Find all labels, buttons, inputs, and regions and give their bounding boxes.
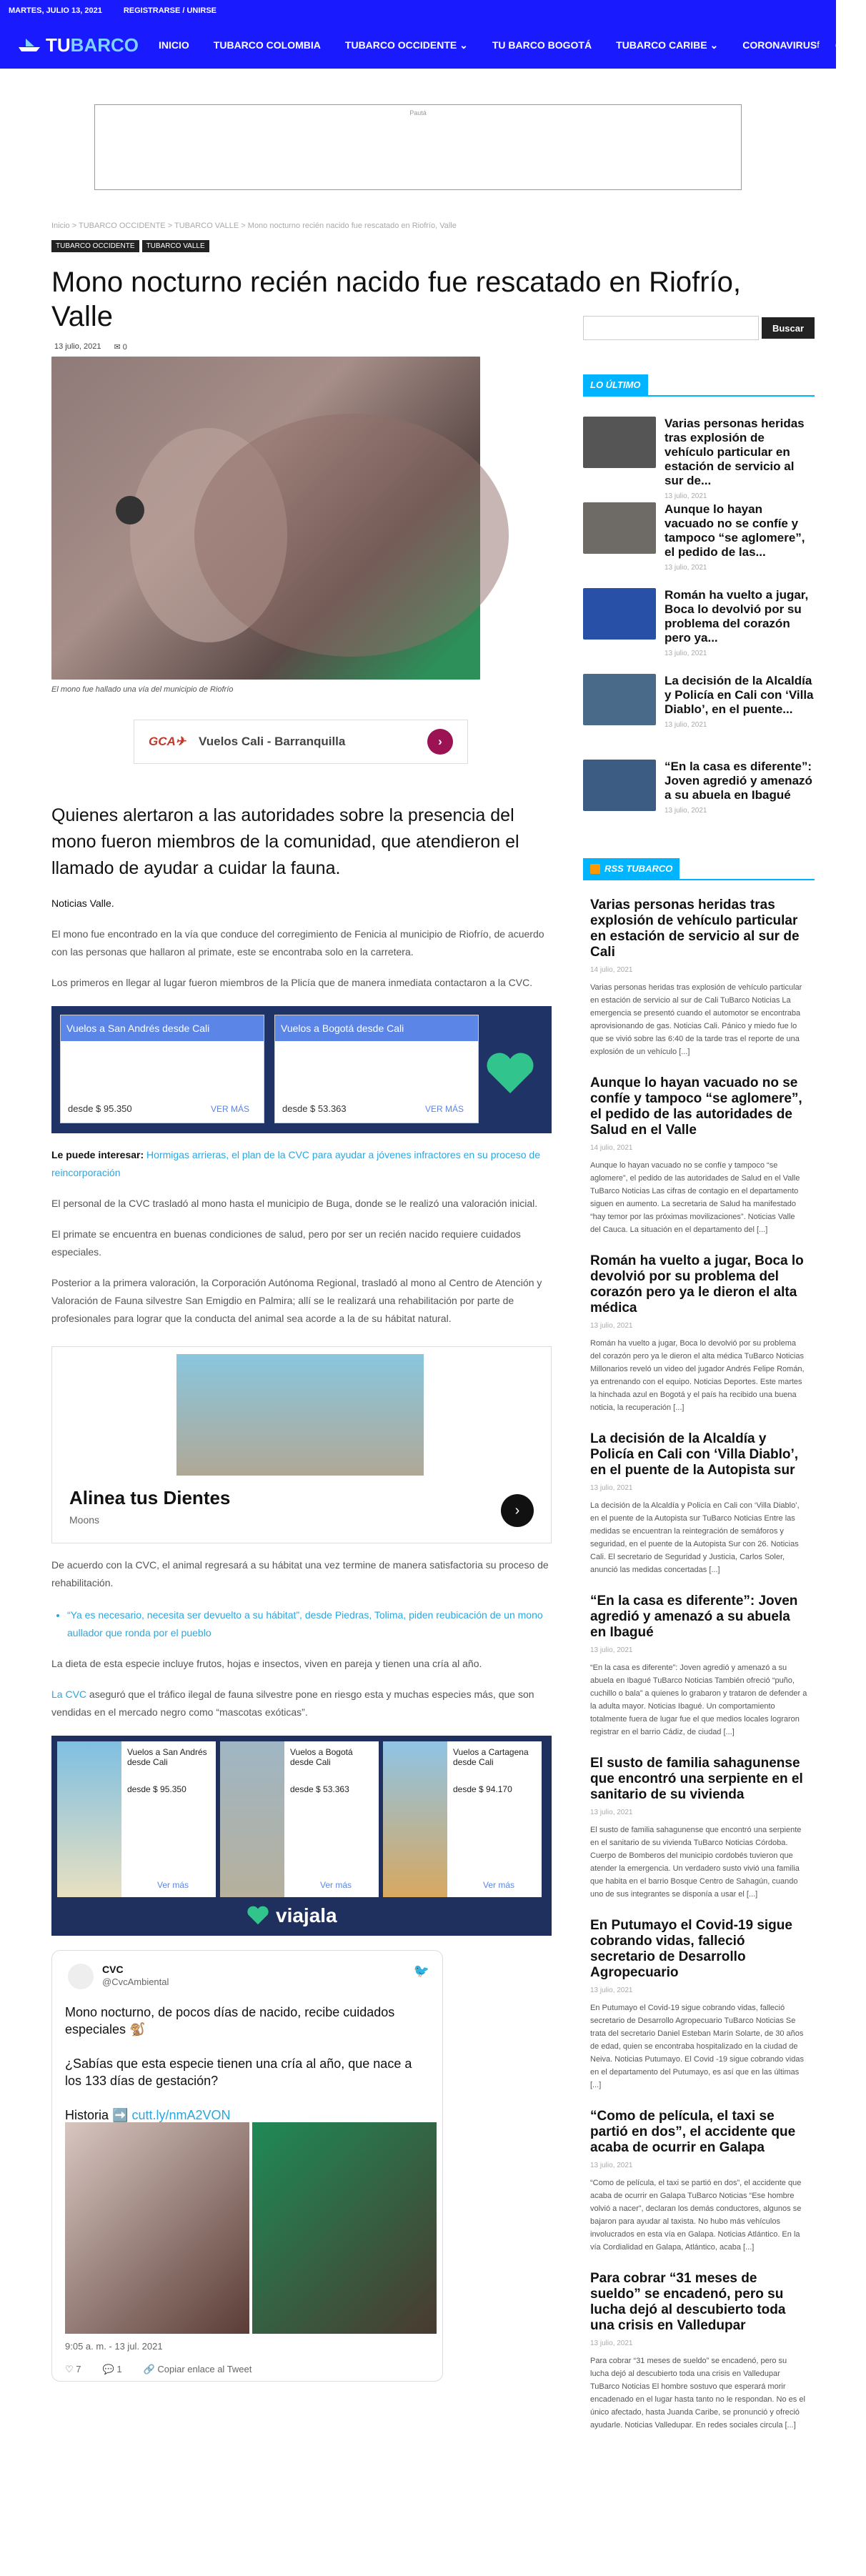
arrow-right-icon[interactable]: ›	[501, 1494, 534, 1527]
article-paragraph	[51, 1686, 552, 1721]
ad-card-title: Vuelos a San Andrés desde Cali	[127, 1747, 207, 1767]
article-lead: Quienes alertaron a las autoridades sobre la presencia del mono fueron miembros de la comunidad, que atendieron el llamado de ayudar a cuidar la fauna.	[51, 805, 519, 878]
article-paragraph: El personal de la CVC trasladó al mono hasta el municipio de Buga, donde se le realizó una valoración inicial.	[51, 1198, 538, 1209]
ad-label: Pautá	[409, 109, 427, 116]
category-tag[interactable]: TUBARCO VALLE	[142, 240, 209, 252]
article-title: Mono nocturno recién nacido fue rescatado en Riofrío, Valle	[51, 267, 742, 332]
reply-count: 1	[116, 2364, 122, 2374]
rss-date: 14 julio, 2021	[590, 1144, 633, 1152]
ad-card-title: Vuelos a Bogotá desde Cali	[290, 1747, 353, 1767]
chevron-right-icon[interactable]: ›	[427, 729, 453, 755]
ad-card-image	[220, 1741, 284, 1897]
tweet-line: ¿Sabías que esta especie tienen una cría al año, que nace a los 133 días de gestación?	[65, 2057, 412, 2088]
ad-card-price: desde $ 95.350	[68, 1103, 132, 1114]
flights-ad-block[interactable]	[51, 1006, 552, 1133]
ad-card[interactable]	[60, 1015, 264, 1123]
top-bar	[0, 0, 836, 21]
article-body	[51, 357, 552, 2382]
ad-advertiser: Moons	[69, 1514, 100, 1526]
ad-headline: Alinea tus Dientes	[69, 1487, 231, 1508]
rss-excerpt: Varias personas heridas tras explosión de vehículo particular en estación de servicio al sur de Cali TuBarco Noticias La emergencia se presentó cuando el automotor se encontraba aprovisionando de gas. Noticias Cali. Pánico y miedo fue lo que se vivió sobre las 6:40 de la tarde tras el reporte de una explosión de un vehículo [...]	[590, 983, 802, 1056]
rss-excerpt: Román ha vuelto a jugar, Boca lo devolvió por su problema del corazón pero ya le dieron el alta médica TuBarco Noticias Millonarios reveló un video del jugador Andrés Felipe Román, ya entrenando con el equipo. Noticias Deportes. Este martes la hinchada azul en Bogotá y el país ha recibido una buena noticia, la recuperación [...]	[590, 1339, 805, 1412]
latest-title[interactable]: La decisión de la Alcaldía y Policía en Cali con ‘Villa Diablo’, en el puente...	[665, 674, 814, 716]
latest-list	[583, 417, 815, 831]
rss-title[interactable]: Román ha vuelto a jugar, Boca lo devolvió por su problema del corazón pero ya le dieron el alta médica	[590, 1253, 804, 1316]
twitter-bird-icon[interactable]: 🐦	[413, 1964, 429, 1978]
rss-excerpt: “Como de película, el taxi se partió en dos”, el accidente que acaba de ocurrir en Galapa TuBarco Noticias “Ese hombre volvió a nacer”, declaran los demás conductores, algunos se bajaron para ayudar al taxista. No hubo más vehículos involucrados en esta vía en Galapa. Noticias Atlántico. En la vía Cordialidad en Galapa, Atlántico, acaba [...]	[590, 2179, 802, 2252]
rss-excerpt: En Putumayo el Covid-19 sigue cobrando vidas, falleció secretario de Desarrollo Agropecuario TuBarco Noticias Se trata del secretario Daniel Esteban Marín Solarte, de 30 años de edad, quien se encontraba hospitalizado en la ciudad de Neiva. Noticias Putumayo. El Covid -19 sigue cobrando vidas en el departamento del Putumayo, es así que en las últimas [...]	[590, 2004, 804, 2089]
latest-thumb	[583, 588, 656, 640]
latest-title[interactable]: Varias personas heridas tras explosión de vehículo particular en estación de servicio al sur de...	[665, 417, 805, 487]
copy-link-button[interactable]	[144, 2364, 252, 2375]
ad-title: Vuelos Cali - Barranquilla	[199, 735, 346, 748]
reply-button[interactable]	[103, 2364, 122, 2375]
latest-title[interactable]: “En la casa es diferente”: Joven agredió y amenazó a su abuela en Ibagué	[665, 760, 812, 802]
ad-card-title: Vuelos a Cartagena desde Cali	[453, 1747, 529, 1767]
instagram-icon[interactable]: ◎	[835, 39, 844, 50]
latest-thumb	[583, 760, 656, 811]
cvc-link[interactable]: La CVC	[51, 1689, 87, 1700]
rss-title[interactable]: Varias personas heridas tras explosión de vehículo particular en estación de servicio al sur de Cali	[590, 897, 800, 960]
rss-item	[583, 1593, 815, 1739]
rss-item	[583, 1918, 815, 2092]
heart-icon: ♡	[65, 2364, 76, 2374]
article-paragraph: De acuerdo con la CVC, el animal regresará a su hábitat una vez termine de manera satisfactoria su proceso de rehabilitación.	[51, 1559, 549, 1588]
main-nav	[0, 21, 866, 69]
like-button[interactable]	[65, 2364, 81, 2375]
latest-date: 13 julio, 2021	[665, 721, 707, 729]
latest-item[interactable]	[583, 588, 815, 660]
rss-header	[583, 858, 815, 880]
rss-title[interactable]: En Putumayo el Covid-19 sigue cobrando vidas, falleció secretario de Desarrollo Agropecuario	[590, 1918, 792, 1980]
latest-thumb	[583, 417, 656, 468]
rss-excerpt: Para cobrar “31 meses de sueldo” se encadenó, pero su lucha dejó al descubierto toda una crisis en Valledupar TuBarco Noticias El hombre sostuvo que esperará morir encadenado en el lugar hasta tanto no le respondan. No es el único afectado, hasta Juanda Caribe, se pronunció y ofreció ayudarle. Noticias Valledupar. En redes sociales circula [...]	[590, 2357, 805, 2430]
ad-card-more[interactable]: VER MÁS	[210, 1104, 249, 1114]
category-tag[interactable]: TUBARCO OCCIDENTE	[51, 240, 139, 252]
tweet-author[interactable]: CVC	[102, 1964, 124, 1975]
monkey-illustration	[51, 357, 480, 680]
article-paragraph: El primate se encuentra en buenas condiciones de salud, pero por ser un recién nacido requiere cuidados especiales.	[51, 1228, 521, 1258]
related-link-paragraph	[51, 1146, 552, 1182]
rss-date: 13 julio, 2021	[590, 1484, 633, 1492]
rss-label-box	[583, 858, 680, 879]
heart-logo-icon	[246, 1906, 270, 1926]
rss-title[interactable]: Para cobrar “31 meses de sueldo” se encadenó, pero su lucha dejó al descubierto toda una crisis en Valledupar	[590, 2271, 786, 2333]
heart-logo-icon	[484, 1052, 536, 1096]
tweet-photo	[252, 2122, 437, 2334]
latest-thumb	[583, 502, 656, 554]
interest-label: Le puede interesar:	[51, 1149, 144, 1160]
viajala-ad[interactable]	[51, 1736, 552, 1936]
latest-thumb	[583, 674, 656, 725]
rss-item	[583, 1075, 815, 1236]
nav-item-colombia[interactable]: TUBARCO COLOMBIA	[213, 39, 321, 51]
viajala-brand: viajala	[276, 1904, 337, 1926]
ad-card-image	[57, 1741, 121, 1897]
tweet-line: Mono nocturno, de pocos días de nacido, recibe cuidados especiales 🐒	[65, 2005, 395, 2037]
latest-label: LO ÚLTIMO	[583, 374, 648, 395]
latest-item[interactable]	[583, 760, 815, 831]
tweet-handle[interactable]: @CvcAmbiental	[102, 1976, 169, 1987]
tweet-story-label: Historia ➡️	[65, 2108, 132, 2122]
latest-item[interactable]	[583, 417, 815, 500]
link-icon: 🔗	[143, 2364, 158, 2374]
ad-brand-icon: GCA✈	[149, 735, 186, 748]
current-date: MARTES, JULIO 13, 2021	[9, 6, 102, 15]
rss-item	[583, 2109, 815, 2254]
breadcrumb[interactable]: Inicio > TUBARCO OCCIDENTE > TUBARCO VALLE > Mono nocturno recién nacido fue rescatado en Riofrío, Valle	[51, 222, 457, 230]
ad-card-price: desde $ 53.363	[290, 1784, 349, 1794]
related-article-link[interactable]: Hormigas arrieras, el plan de la CVC para ayudar a jóvenes infractores en su proceso de reincorporación	[51, 1149, 540, 1178]
rss-item	[583, 1756, 815, 1901]
tweet-time[interactable]: 9:05 a. m. - 13 jul. 2021	[65, 2341, 163, 2352]
ship-logo-icon	[17, 37, 41, 53]
comment-icon: ✉	[114, 343, 123, 352]
rss-title[interactable]: Aunque lo hayan vacuado no se confíe y tampoco “se aglomere”, el pedido de las autoridades de Salud en el Valle	[590, 1075, 802, 1138]
avatar[interactable]	[68, 1964, 94, 1989]
ad-card[interactable]	[383, 1741, 542, 1897]
ad-card-price: desde $ 95.350	[127, 1784, 186, 1794]
article-date: 13 julio, 2021	[54, 342, 101, 351]
login-link[interactable]: REGISTRARSE / UNIRSE	[123, 6, 217, 15]
paragraph-text: aseguró que el tráfico ilegal de fauna silvestre pone en riesgo esta y muchas especies más, que son vendidas en el mercado negro como “mascotas exóticas”.	[51, 1689, 534, 1718]
top-ad-banner[interactable]	[94, 104, 742, 190]
rss-excerpt: “En la casa es diferente”: Joven agredió y amenazó a su abuela en Ibagué TuBarco Noticias También ofreció “puño, cuchillo o bala” a quienes lo grabaron y trataron de defender a la adulta mayor. Noticias Ibagué. Un comportamiento totalmente fuera de lugar fue el que medios locales lograron registrar en el barrio Cádiz, de ciudad [...]	[590, 1664, 807, 1736]
embedded-tweet[interactable]	[51, 1950, 443, 2382]
rss-title[interactable]: “Como de película, el taxi se partió en dos”, el accidente que acaba de ocurrir en Galapa	[590, 2109, 796, 2155]
ad-card[interactable]	[220, 1741, 379, 1897]
ad-card-title: Vuelos a San Andrés desde Cali	[61, 1015, 264, 1041]
rss-item	[583, 897, 815, 1058]
tweet-link[interactable]: cutt.ly/nmA2VON	[131, 2108, 231, 2122]
latest-item[interactable]	[583, 502, 815, 574]
rss-title[interactable]: “En la casa es diferente”: Joven agredió y amenazó a su abuela en Ibagué	[590, 1593, 798, 1640]
rss-date: 13 julio, 2021	[590, 1986, 633, 1994]
site-logo[interactable]	[17, 34, 139, 56]
rss-section	[583, 858, 815, 2432]
rss-title[interactable]: La decisión de la Alcaldía y Policía en Cali con ‘Villa Diablo’, en el puente de la Autopista sur	[590, 1431, 799, 1478]
rss-item	[583, 1431, 815, 1576]
ad-image	[176, 1354, 424, 1476]
rss-excerpt: La decisión de la Alcaldía y Policía en Cali con ‘Villa Diablo’, en el puente de la Autopista sur TuBarco Noticias Entre las medidas se encuentran la reintegración de semáforos y seguridad, en el puente de la Autopista Sur con 26. Noticias Cali. El secretario de Seguridad y Justicia, Carlos Soler, anunció las medidas concertadas [...]	[590, 1501, 800, 1574]
photo-caption: El mono fue hallado una vía del municipio de Riofrío	[51, 685, 234, 694]
latest-date: 13 julio, 2021	[665, 492, 707, 500]
ad-card-more[interactable]: Ver más	[320, 1880, 352, 1890]
latest-date: 13 julio, 2021	[665, 564, 707, 572]
article-paragraph: Noticias Valle.	[51, 897, 114, 909]
ad-card-image	[383, 1741, 447, 1897]
related-bullet-link[interactable]: • “Ya es necesario, necesita ser devuelto a su hábitat”, desde Piedras, Tolima, piden reubicación de un mono aullador que ronda por el pueblo	[67, 1606, 552, 1642]
flight-ad[interactable]	[134, 720, 468, 764]
monkey-photo	[51, 357, 480, 680]
copy-link-label: Copiar enlace al Tweet	[157, 2364, 252, 2374]
latest-title[interactable]: Román ha vuelto a jugar, Boca lo devolvió por su problema del corazón pero ya...	[665, 588, 809, 645]
sidebar	[583, 316, 815, 2432]
ad-card-more[interactable]: VER MÁS	[424, 1104, 464, 1114]
latest-header	[583, 340, 815, 397]
ad-card[interactable]	[274, 1015, 479, 1123]
latest-date: 13 julio, 2021	[665, 650, 707, 657]
ad-card-more[interactable]: Ver más	[157, 1880, 189, 1890]
like-count: 7	[76, 2364, 81, 2374]
rss-date: 14 julio, 2021	[590, 966, 633, 974]
tweet-line	[65, 2107, 422, 2124]
ad-card-price: desde $ 53.363	[282, 1103, 347, 1114]
tweet-text	[65, 2004, 422, 2124]
related-list	[67, 1606, 552, 1642]
rss-icon	[590, 864, 600, 874]
nav-item-inicio[interactable]: INICIO	[159, 39, 189, 51]
nav-item-coronavirus[interactable]: CORONAVIRUS	[742, 39, 817, 51]
moons-ad[interactable]	[51, 1346, 552, 1543]
rss-label: RSS TUBARCO	[604, 863, 673, 874]
rss-title[interactable]: El susto de familia sahagunense que encontró una serpiente en el sanitario de su vivienda	[590, 1756, 803, 1802]
rss-date: 13 julio, 2021	[590, 2162, 633, 2169]
article-paragraph: El mono fue encontrado en la vía que conduce del corregimiento de Fenicia al municipio de Riofrío, de acuerdo con las personas que hallaron al primate, este se encontraba solo en la carretera.	[51, 928, 544, 958]
latest-item[interactable]	[583, 674, 815, 745]
ad-card-more[interactable]: Ver más	[483, 1880, 515, 1890]
facebook-icon[interactable]: f	[817, 39, 820, 50]
tweet-actions	[65, 2364, 252, 2375]
nav-item-occidente[interactable]: TUBARCO OCCIDENTE ⌄	[344, 39, 468, 51]
comments-number: 0	[122, 343, 127, 352]
rss-excerpt: Aunque lo hayan vacuado no se confíe y tampoco “se aglomere”, el pedido de las autoridades de Salud en el Valle TuBarco Noticias Las cifras de contagio en el departamento siguen en aumento. La secretaria de Salud ha manifestado “hay temor por las próximas movilizaciones”. Noticias Valle del Cauca. La situación en el departamento del [...]	[590, 1161, 800, 1234]
rss-date: 13 julio, 2021	[590, 2339, 633, 2347]
reply-icon: 💬	[102, 2364, 117, 2374]
comments-count[interactable]	[114, 342, 126, 352]
latest-date: 13 julio, 2021	[665, 807, 707, 815]
nav-item-caribe[interactable]: TUBARCO CARIBE ⌄	[616, 39, 719, 51]
rss-item	[583, 1253, 815, 1414]
rss-item	[583, 2271, 815, 2432]
tweet-media[interactable]	[65, 2122, 437, 2334]
youtube-icon[interactable]: ▶	[859, 39, 866, 50]
rss-date: 13 julio, 2021	[590, 1809, 633, 1816]
article-paragraph: La dieta de esta especie incluye frutos, hojas e insectos, viven en pareja y tienen una cría al año.	[51, 1658, 482, 1669]
search-button[interactable]: Buscar	[762, 317, 815, 339]
logo-text-a: TU	[46, 34, 71, 56]
article-paragraph: Los primeros en llegar al lugar fueron miembros de la Plicía que de manera inmediata contactaron a la CVC.	[51, 977, 533, 988]
ad-card[interactable]	[57, 1741, 216, 1897]
article-paragraph: Posterior a la primera valoración, la Corporación Autónoma Regional, trasladó al mono al Centro de Atención y Valoración de Fauna silvestre San Emigdio en Palmira; allí se le realizará una rehabilitación por parte de profesionales para lograr que la conducta del animal sea acorde a la de su hábitat natural.	[51, 1277, 542, 1324]
nav-menu	[159, 39, 817, 51]
latest-title[interactable]: Aunque lo hayan vacuado no se confíe y tampoco “se aglomere”, el pedido de las...	[665, 502, 805, 559]
logo-text-b: BARCO	[70, 34, 139, 56]
rss-date: 13 julio, 2021	[590, 1322, 633, 1330]
rss-date: 13 julio, 2021	[590, 1646, 633, 1654]
viajala-logo	[246, 1904, 337, 1927]
nav-item-bogota[interactable]: TU BARCO BOGOTÁ	[492, 39, 592, 51]
tweet-photo	[65, 2122, 249, 2334]
search-form	[583, 316, 815, 340]
rss-excerpt: El susto de familia sahagunense que encontró una serpiente en el sanitario de su vivienda TuBarco Noticias Córdoba. Cuerpo de Bomberos del municipio cordobés tuvieron que atender la emergencia. Un verdadero susto vivió una familia que habita en el barrio Bosque Centro de Sahagún, cuando uno de sus integrantes se disponía a usar el [...]	[590, 1826, 802, 1899]
search-input[interactable]	[583, 316, 759, 340]
ad-card-price: desde $ 94.170	[453, 1784, 512, 1794]
ad-card-title: Vuelos a Bogotá desde Cali	[275, 1015, 478, 1041]
category-tags	[51, 240, 836, 252]
social-links	[817, 39, 866, 51]
